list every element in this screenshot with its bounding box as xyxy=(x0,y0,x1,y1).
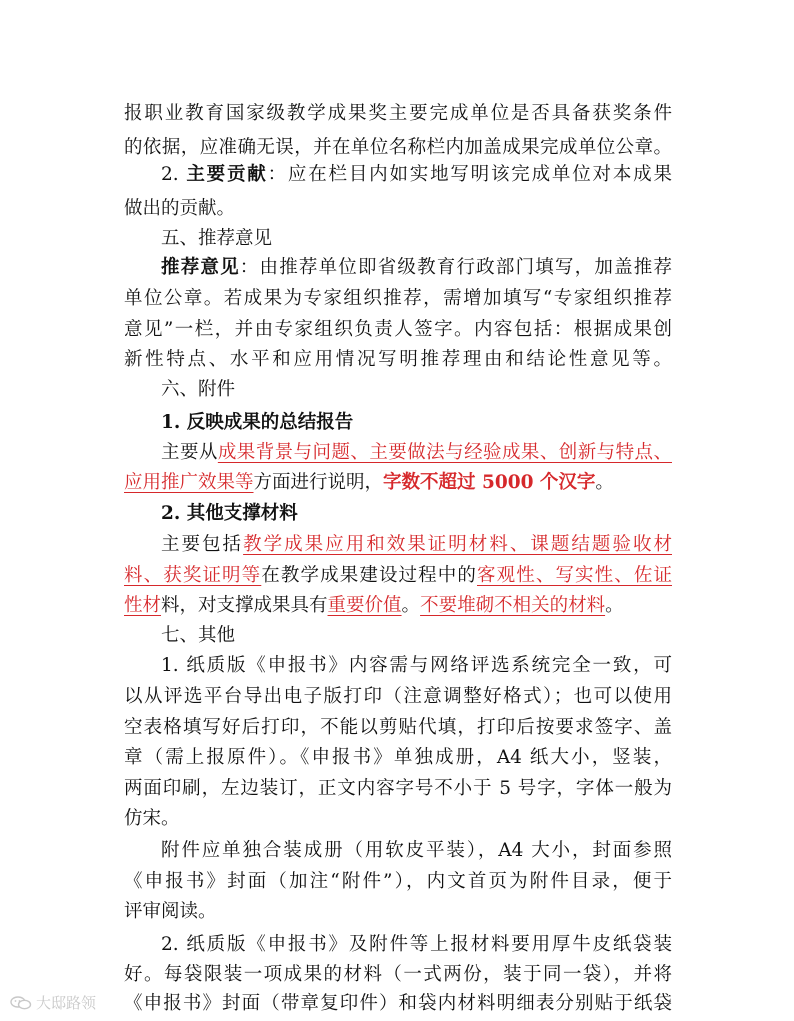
text-line: 仿宋。 xyxy=(124,808,180,829)
watermark-text: 大邸路领 xyxy=(36,994,97,1012)
text-line: 《申报书》封面（加注“附件”），内文首页为附件目录，便于 xyxy=(124,871,672,892)
text-line: 单位公章。若成果为专家组织推荐，需增加填写“专家组织推荐 xyxy=(124,288,672,309)
text-line: 的依据，应准确无误，并在单位名称栏内加盖成果完成单位公章。 xyxy=(124,137,672,158)
text-line: 《申报书》封面（带章复印件）和袋内材料明细表分别贴于纸袋 xyxy=(124,993,672,1014)
text-line xyxy=(124,589,672,623)
text-line: 两面印刷，左边装订，正文内容字号不小于 5 号字，字体一般为 xyxy=(124,778,672,799)
text-line: 评审阅读。 xyxy=(124,901,217,922)
text-span: 。 xyxy=(605,595,624,616)
bold-term: 主要贡献 xyxy=(186,164,268,185)
text-line: 附件应单独合装成册（用软皮平装），A4 大小，封面参照 xyxy=(161,840,672,861)
text-span: 。 xyxy=(595,472,614,493)
text-line: 1. 纸质版《申报书》内容需与网络评选系统完全一致，可 xyxy=(161,655,672,676)
highlight-span: 教学成果应用和效果证明材料、课题结题验收材 xyxy=(243,534,672,555)
section-heading: 六、附件 xyxy=(161,379,236,400)
text-line xyxy=(161,251,672,285)
highlight-span: 成果背景与问题、主要做法与经验成果、创新与特点、 xyxy=(217,442,672,463)
text-line xyxy=(161,528,672,562)
section-heading: 七、其他 xyxy=(161,625,236,646)
text-line: 2. 纸质版《申报书》及附件等上报材料要用厚牛皮纸袋装 xyxy=(161,934,672,955)
text-line: 意见”一栏，并由专家组织负责人签字。内容包括：根据成果创 xyxy=(124,319,672,340)
text-line: 新性特点、水平和应用情况写明推荐理由和结论性意见等。 xyxy=(124,349,672,370)
text-line xyxy=(161,436,672,470)
highlight-span: 不要堆砌不相关的材料 xyxy=(420,595,606,616)
section-heading: 五、推荐意见 xyxy=(161,228,273,249)
watermark xyxy=(10,992,96,1013)
text-line: 报职业教育国家级教学成果奖主要完成单位是否具备获奖条件 xyxy=(124,103,672,124)
highlight-span: 料、获奖证明等 xyxy=(124,565,262,586)
text-line xyxy=(161,158,672,192)
text-line: 好。每袋限装一项成果的材料（一式两份，装于同一袋），并将 xyxy=(124,964,672,985)
text-span: 主要从 xyxy=(161,442,218,463)
bold-highlight-span: 字数不超过 5000 个汉字 xyxy=(383,472,596,493)
highlight-span: 客观性、写实性、佐证 xyxy=(477,565,672,586)
text-line: 做出的贡献。 xyxy=(124,198,236,219)
subsection-heading: 1. 反映成果的总结报告 xyxy=(161,412,354,433)
text-span: 。 xyxy=(401,595,421,616)
text-line: 空表格填写好后打印，不能以剪贴代填，打印后按要求签字、盖 xyxy=(124,717,672,738)
text-span: 方面进行说明， xyxy=(253,472,384,493)
highlight-span: 应用推广效果等 xyxy=(124,472,254,493)
text-span: ：应在栏目内如实地写明该完成单位对本成果 xyxy=(267,164,672,185)
text-span: 料，对支撑成果具有 xyxy=(161,595,328,616)
text-span: ：由推荐单位即省级教育行政部门填写，加盖推荐 xyxy=(239,257,672,278)
bold-term: 推荐意见 xyxy=(161,257,240,278)
text-line: 以从评选平台导出电子版打印（注意调整好格式）；也可以使用 xyxy=(124,686,672,707)
text-line: 章（需上报原件）。《申报书》单独成册，A4 纸大小，竖装， xyxy=(124,747,672,768)
text-line xyxy=(124,466,672,500)
highlight-span: 性材 xyxy=(124,595,162,616)
subsection-heading: 2. 其他支撑材料 xyxy=(161,503,298,524)
text-span: 在教学成果建设过程中的 xyxy=(261,565,477,586)
text-line xyxy=(124,559,672,593)
text-span: 主要包括 xyxy=(161,534,244,555)
highlight-span: 重要价值 xyxy=(327,595,402,616)
wechat-logo-icon xyxy=(10,996,32,1010)
item-number: 2. xyxy=(161,164,187,185)
